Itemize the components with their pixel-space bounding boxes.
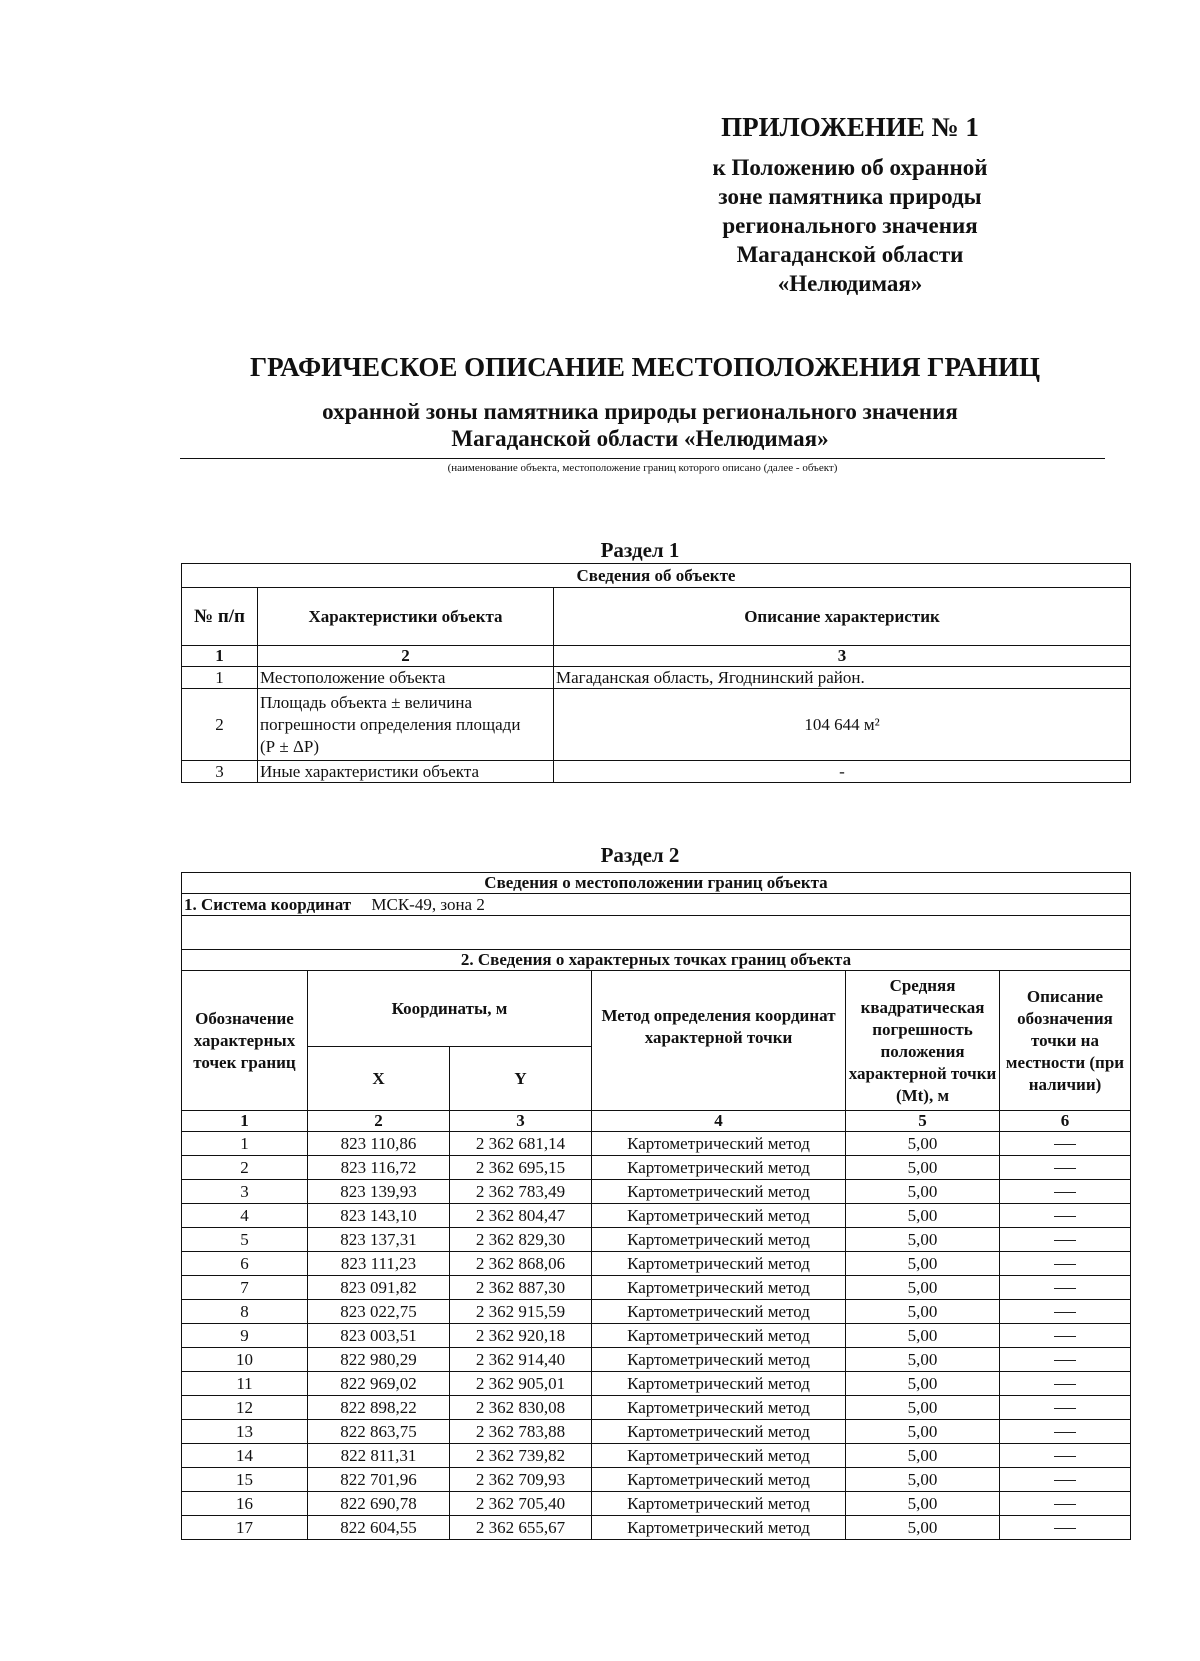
description-cell xyxy=(1000,1276,1131,1300)
column-header-y: Y xyxy=(450,1047,592,1111)
object-info-table xyxy=(181,563,1131,783)
description-cell xyxy=(1000,1324,1131,1348)
table-row xyxy=(182,1372,1131,1396)
coordinate-y: 2 362 905,01 xyxy=(450,1372,592,1396)
table-row xyxy=(182,1348,1131,1372)
point-number: 12 xyxy=(182,1396,308,1420)
point-number: 14 xyxy=(182,1444,308,1468)
boundary-points-table xyxy=(181,872,1131,1540)
description-cell xyxy=(1000,1252,1131,1276)
subtitle-line: охранной зоны памятника природы регионального значения xyxy=(322,399,958,424)
accuracy-cell: 5,00 xyxy=(846,1180,1000,1204)
column-number: 6 xyxy=(1000,1111,1131,1132)
title-underline xyxy=(180,458,1105,459)
description-cell xyxy=(1000,1372,1131,1396)
method-cell: Картометрический метод xyxy=(592,1516,846,1540)
accuracy-cell: 5,00 xyxy=(846,1492,1000,1516)
coordinate-x: 823 003,51 xyxy=(308,1324,450,1348)
column-header-method: Метод определения координат характерной точки xyxy=(592,971,846,1111)
appendix-line: Магаданской области xyxy=(736,242,964,267)
method-cell: Картометрический метод xyxy=(592,1156,846,1180)
accuracy-cell: 5,00 xyxy=(846,1252,1000,1276)
title-caption: (наименование объекта, местоположение границ которого описано (далее - объект) xyxy=(447,462,838,474)
point-number: 1 xyxy=(182,1132,308,1156)
accuracy-cell: 5,00 xyxy=(846,1300,1000,1324)
method-cell: Картометрический метод xyxy=(592,1180,846,1204)
dash-mark xyxy=(1054,1504,1076,1505)
table-title: Сведения об объекте xyxy=(182,564,1131,588)
description-cell xyxy=(1000,1492,1131,1516)
dash-mark xyxy=(1054,1312,1076,1313)
column-number: 1 xyxy=(182,1111,308,1132)
appendix-line: к Положению об охранной xyxy=(712,155,988,180)
method-cell: Картометрический метод xyxy=(592,1372,846,1396)
appendix-title: ПРИЛОЖЕНИЕ № 1 xyxy=(721,112,979,142)
dash-mark xyxy=(1054,1360,1076,1361)
description-cell xyxy=(1000,1396,1131,1420)
column-number: 3 xyxy=(554,646,1131,667)
accuracy-cell: 5,00 xyxy=(846,1204,1000,1228)
point-number: 5 xyxy=(182,1228,308,1252)
method-cell: Картометрический метод xyxy=(592,1204,846,1228)
coordinate-x: 823 091,82 xyxy=(308,1276,450,1300)
appendix-line: зоне памятника природы xyxy=(718,184,982,209)
coordinate-y: 2 362 695,15 xyxy=(450,1156,592,1180)
table-row xyxy=(182,761,1131,783)
description-cell xyxy=(1000,1156,1131,1180)
coordinate-x: 823 022,75 xyxy=(308,1300,450,1324)
accuracy-cell: 5,00 xyxy=(846,1324,1000,1348)
accuracy-cell: 5,00 xyxy=(846,1156,1000,1180)
point-number: 2 xyxy=(182,1156,308,1180)
coordinate-y: 2 362 915,59 xyxy=(450,1300,592,1324)
dash-mark xyxy=(1054,1192,1076,1193)
points-subtitle: 2. Сведения о характерных точках границ объекта xyxy=(182,950,1131,971)
accuracy-cell: 5,00 xyxy=(846,1516,1000,1540)
coordinate-y: 2 362 655,67 xyxy=(450,1516,592,1540)
table-row xyxy=(182,1300,1131,1324)
coordinate-y: 2 362 887,30 xyxy=(450,1276,592,1300)
method-cell: Картометрический метод xyxy=(592,1468,846,1492)
coordinate-system-label: 1. Система координат xyxy=(184,894,352,914)
table-row xyxy=(182,1324,1131,1348)
description-cell xyxy=(1000,1444,1131,1468)
characteristic-value: Магаданская область, Ягоднинский район. xyxy=(554,667,1131,689)
table-row xyxy=(182,1228,1131,1252)
table-row xyxy=(182,1420,1131,1444)
table-row xyxy=(182,1516,1131,1540)
point-number: 6 xyxy=(182,1252,308,1276)
column-number: 2 xyxy=(308,1111,450,1132)
table-row xyxy=(182,1204,1131,1228)
coordinate-y: 2 362 914,40 xyxy=(450,1348,592,1372)
description-cell xyxy=(1000,1132,1131,1156)
coordinate-x: 823 143,10 xyxy=(308,1204,450,1228)
row-number: 3 xyxy=(182,761,258,783)
accuracy-cell: 5,00 xyxy=(846,1276,1000,1300)
point-number: 4 xyxy=(182,1204,308,1228)
table-row xyxy=(182,1252,1131,1276)
method-cell: Картометрический метод xyxy=(592,1444,846,1468)
coordinate-x: 822 969,02 xyxy=(308,1372,450,1396)
coordinate-x: 822 863,75 xyxy=(308,1420,450,1444)
description-cell xyxy=(1000,1468,1131,1492)
method-cell: Картометрический метод xyxy=(592,1492,846,1516)
accuracy-cell: 5,00 xyxy=(846,1132,1000,1156)
method-cell: Картометрический метод xyxy=(592,1132,846,1156)
accuracy-cell: 5,00 xyxy=(846,1228,1000,1252)
description-cell xyxy=(1000,1516,1131,1540)
coordinate-x: 823 139,93 xyxy=(308,1180,450,1204)
document-subtitle xyxy=(170,398,1110,452)
row-number: 2 xyxy=(182,689,258,761)
subtitle-line: Магаданской области «Нелюдимая» xyxy=(451,426,829,451)
coordinate-x: 822 898,22 xyxy=(308,1396,450,1420)
section1-label: Раздел 1 xyxy=(600,538,680,562)
column-number: 1 xyxy=(182,646,258,667)
description-cell xyxy=(1000,1180,1131,1204)
coordinate-y: 2 362 829,30 xyxy=(450,1228,592,1252)
coordinate-y: 2 362 804,47 xyxy=(450,1204,592,1228)
method-cell: Картометрический метод xyxy=(592,1252,846,1276)
coordinate-y: 2 362 783,88 xyxy=(450,1420,592,1444)
column-number: 3 xyxy=(450,1111,592,1132)
coordinate-x: 823 111,23 xyxy=(308,1252,450,1276)
points-body xyxy=(182,1132,1131,1540)
table-row xyxy=(182,1156,1131,1180)
dash-mark xyxy=(1054,1336,1076,1337)
table-row xyxy=(182,1396,1131,1420)
row-number: 1 xyxy=(182,667,258,689)
dash-mark xyxy=(1054,1480,1076,1481)
coordinate-x: 822 604,55 xyxy=(308,1516,450,1540)
coordinate-x: 823 110,86 xyxy=(308,1132,450,1156)
coordinate-system-value: МСК-49, зона 2 xyxy=(371,894,485,914)
accuracy-cell: 5,00 xyxy=(846,1468,1000,1492)
method-cell: Картометрический метод xyxy=(592,1420,846,1444)
dash-mark xyxy=(1054,1384,1076,1385)
point-number: 17 xyxy=(182,1516,308,1540)
document-title: ГРАФИЧЕСКОЕ ОПИСАНИЕ МЕСТОПОЛОЖЕНИЯ ГРАНИЦ xyxy=(249,352,1041,382)
accuracy-cell: 5,00 xyxy=(846,1420,1000,1444)
characteristic-value: - xyxy=(554,761,1131,783)
table-title: Сведения о местоположении границ объекта xyxy=(182,873,1131,894)
column-header-point: Обозначение характерных точек границ xyxy=(182,971,308,1111)
table-row xyxy=(182,1468,1131,1492)
table-row xyxy=(182,1132,1131,1156)
dash-mark xyxy=(1054,1264,1076,1265)
characteristic-name: Иные характеристики объекта xyxy=(258,761,554,783)
table-row xyxy=(182,1492,1131,1516)
section2-label: Раздел 2 xyxy=(600,843,680,867)
accuracy-cell: 5,00 xyxy=(846,1348,1000,1372)
table-row xyxy=(182,689,1131,761)
coordinate-y: 2 362 830,08 xyxy=(450,1396,592,1420)
method-cell: Картометрический метод xyxy=(592,1276,846,1300)
coordinate-y: 2 362 705,40 xyxy=(450,1492,592,1516)
coordinate-y: 2 362 783,49 xyxy=(450,1180,592,1204)
dash-mark xyxy=(1054,1456,1076,1457)
coordinate-y: 2 362 681,14 xyxy=(450,1132,592,1156)
description-cell xyxy=(1000,1348,1131,1372)
table-row xyxy=(182,667,1131,689)
coordinate-x: 822 701,96 xyxy=(308,1468,450,1492)
coordinate-y: 2 362 739,82 xyxy=(450,1444,592,1468)
column-header-accuracy: Средняя квадратическая погрешность положения характерной точки (Мt), м xyxy=(846,971,1000,1111)
dash-mark xyxy=(1054,1144,1076,1145)
dash-mark xyxy=(1054,1240,1076,1241)
column-number: 2 xyxy=(258,646,554,667)
appendix-line: «Нелюдимая» xyxy=(777,271,923,296)
accuracy-cell: 5,00 xyxy=(846,1444,1000,1468)
column-number: 5 xyxy=(846,1111,1000,1132)
method-cell: Картометрический метод xyxy=(592,1300,846,1324)
characteristic-name: Площадь объекта ± величина погрешности определения площади (Р ± ΔР) xyxy=(258,689,554,761)
coordinate-x: 822 690,78 xyxy=(308,1492,450,1516)
description-cell xyxy=(1000,1300,1131,1324)
coordinate-x: 822 980,29 xyxy=(308,1348,450,1372)
description-cell xyxy=(1000,1204,1131,1228)
coordinate-y: 2 362 868,06 xyxy=(450,1252,592,1276)
appendix-line: регионального значения xyxy=(722,213,978,238)
column-header-x: X xyxy=(308,1047,450,1111)
characteristic-value: 104 644 м² xyxy=(554,689,1131,761)
table-row xyxy=(182,1444,1131,1468)
description-cell xyxy=(1000,1420,1131,1444)
column-header-no: № п/п xyxy=(182,588,258,646)
description-cell xyxy=(1000,1228,1131,1252)
dash-mark xyxy=(1054,1528,1076,1529)
point-number: 11 xyxy=(182,1372,308,1396)
accuracy-cell: 5,00 xyxy=(846,1396,1000,1420)
point-number: 16 xyxy=(182,1492,308,1516)
point-number: 8 xyxy=(182,1300,308,1324)
dash-mark xyxy=(1054,1288,1076,1289)
dash-mark xyxy=(1054,1432,1076,1433)
dash-mark xyxy=(1054,1216,1076,1217)
method-cell: Картометрический метод xyxy=(592,1348,846,1372)
method-cell: Картометрический метод xyxy=(592,1228,846,1252)
point-number: 13 xyxy=(182,1420,308,1444)
column-header-description: Описание обозначения точки на местности (при наличии) xyxy=(1000,971,1131,1111)
appendix-block xyxy=(640,112,1060,298)
characteristic-name: Местоположение объекта xyxy=(258,667,554,689)
coordinate-x: 823 137,31 xyxy=(308,1228,450,1252)
point-number: 10 xyxy=(182,1348,308,1372)
point-number: 3 xyxy=(182,1180,308,1204)
method-cell: Картометрический метод xyxy=(592,1396,846,1420)
coordinate-x: 823 116,72 xyxy=(308,1156,450,1180)
table-row xyxy=(182,1180,1131,1204)
column-header-coordinates: Координаты, м xyxy=(308,971,592,1047)
dash-mark xyxy=(1054,1408,1076,1409)
table-row xyxy=(182,1276,1131,1300)
coordinate-y: 2 362 920,18 xyxy=(450,1324,592,1348)
point-number: 15 xyxy=(182,1468,308,1492)
dash-mark xyxy=(1054,1168,1076,1169)
coordinate-x: 822 811,31 xyxy=(308,1444,450,1468)
column-header-characteristic: Характеристики объекта xyxy=(258,588,554,646)
point-number: 9 xyxy=(182,1324,308,1348)
method-cell: Картометрический метод xyxy=(592,1324,846,1348)
coordinate-system-row xyxy=(182,894,1131,916)
coordinate-y: 2 362 709,93 xyxy=(450,1468,592,1492)
accuracy-cell: 5,00 xyxy=(846,1372,1000,1396)
blank-row xyxy=(182,916,1131,950)
point-number: 7 xyxy=(182,1276,308,1300)
column-header-description: Описание характеристик xyxy=(554,588,1131,646)
column-number: 4 xyxy=(592,1111,846,1132)
